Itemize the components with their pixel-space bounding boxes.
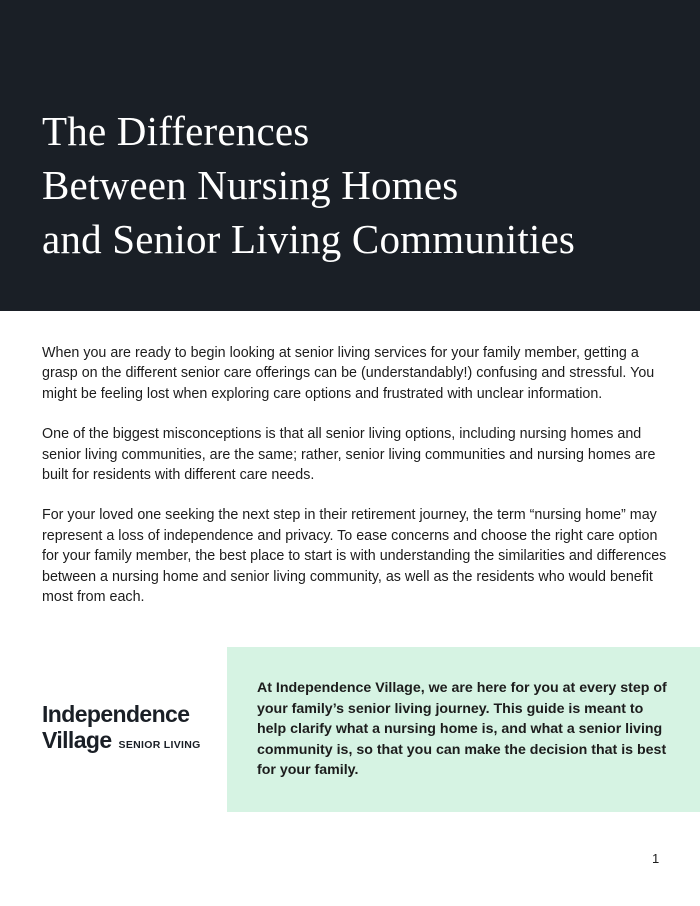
intro-paragraph-2: One of the biggest misconceptions is that all senior living options, including nursing homes and senior living communities, are the same; rather, senior living communities and nursing homes are built for residents with different care needs. bbox=[42, 426, 656, 484]
page-number: 1 bbox=[652, 851, 660, 866]
independence-village-logo bbox=[42, 702, 222, 753]
page-title-line-1: The Differences bbox=[42, 108, 310, 154]
logo-tagline: SENIOR LIVING bbox=[118, 739, 201, 751]
callout-text: At Independence Village, we are here for you at every step of your family’s senior living journey. This guide is meant to help clarify what a nursing home is, and what a senior living community is, so that you can make the decision that is best for your family. bbox=[257, 680, 667, 779]
intro-paragraph-3: For your loved one seeking the next step in their retirement journey, the term “nursing home” may represent a loss of independence and privacy. To ease concerns and choose the right care option for your family member, the best place to start is with understanding the similarities and differences between a nursing home and senior living community, as well as the residents who would benefit most from each. bbox=[42, 507, 667, 606]
logo-wordmark-village: Village bbox=[42, 727, 112, 753]
header-band bbox=[0, 0, 700, 311]
page-title-line-3: and Senior Living Communities bbox=[42, 216, 576, 262]
page-title bbox=[42, 104, 575, 266]
callout-box bbox=[227, 647, 700, 812]
logo-wordmark-line-2 bbox=[42, 727, 222, 753]
page-title-line-2: Between Nursing Homes bbox=[42, 162, 459, 208]
logo-wordmark-line-1: Independence bbox=[42, 701, 190, 727]
intro-text bbox=[42, 343, 667, 627]
intro-paragraph-1: When you are ready to begin looking at senior living services for your family member, getting a grasp on the different senior care offerings can be (understandably!) confusing and stressful. You might be feeling lost when exploring care options and frustrated with unclear information. bbox=[42, 345, 655, 402]
